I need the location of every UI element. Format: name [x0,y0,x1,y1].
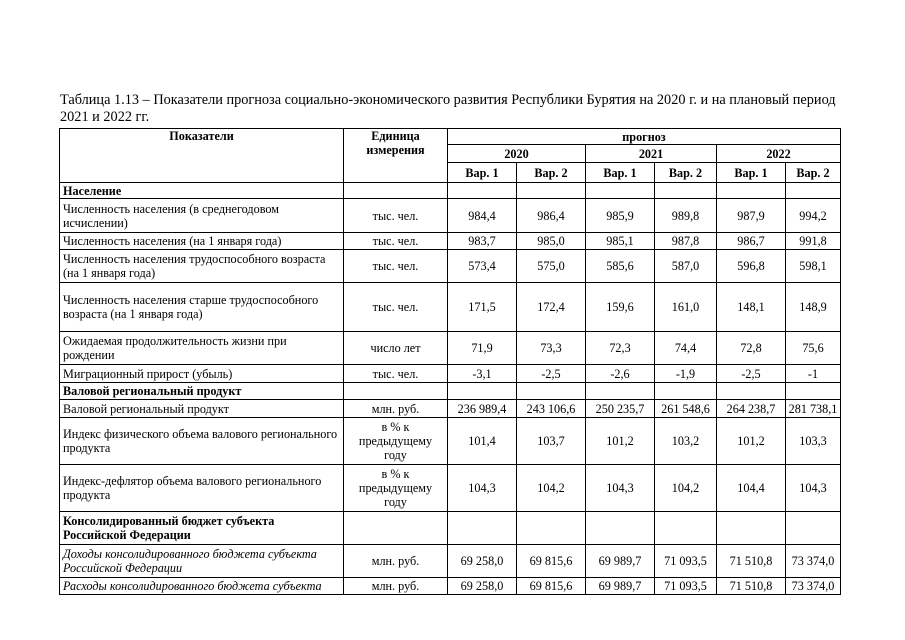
value-cell [786,183,841,199]
value-cell: 983,7 [448,233,517,250]
value-cell: 159,6 [586,283,655,332]
indicator-name: Численность населения (в среднегодовом исчислении) [60,199,344,233]
unit-cell: млн. руб. [344,578,448,595]
value-cell [786,383,841,400]
header-variant: Вар. 1 [717,163,786,183]
value-cell: 72,3 [586,332,655,365]
section-row [60,383,841,400]
value-cell [448,183,517,199]
value-cell: 596,8 [717,250,786,283]
value-cell [717,183,786,199]
value-cell: 103,3 [786,418,841,465]
unit-cell: тыс. чел. [344,365,448,383]
value-cell: 986,4 [517,199,586,233]
value-cell: 104,3 [448,465,517,512]
header-variant: Вар. 1 [448,163,517,183]
indicator-name: Численность населения старше трудоспособного возраста (на 1 января года) [60,283,344,332]
value-cell: -1 [786,365,841,383]
value-cell [655,512,717,545]
value-cell: 71 510,8 [717,578,786,595]
value-cell: 587,0 [655,250,717,283]
value-cell: 987,9 [717,199,786,233]
unit-cell [344,512,448,545]
table-row [60,400,841,418]
value-cell: -2,6 [586,365,655,383]
value-cell: 69 258,0 [448,545,517,578]
indicator-name: Численность населения трудоспособного возраста (на 1 января года) [60,250,344,283]
value-cell: 73 374,0 [786,545,841,578]
value-cell: -2,5 [517,365,586,383]
unit-cell: тыс. чел. [344,199,448,233]
table-row [60,250,841,283]
value-cell [517,183,586,199]
value-cell: 104,3 [786,465,841,512]
indicator-name: Индекс-дефлятор объема валового регионального продукта [60,465,344,512]
indicator-name: Расходы консолидированного бюджета субъекта [60,578,344,595]
value-cell: 101,2 [717,418,786,465]
unit-cell: в % к предыдущему году [344,465,448,512]
value-cell: 73 374,0 [786,578,841,595]
value-cell: 71,9 [448,332,517,365]
value-cell: 69 989,7 [586,545,655,578]
value-cell: 104,2 [655,465,717,512]
section-title: Консолидированный бюджет субъекта Российской Федерации [60,512,344,545]
value-cell: 69 989,7 [586,578,655,595]
value-cell [586,512,655,545]
section-title: Население [60,183,344,199]
value-cell: 281 738,1 [786,400,841,418]
value-cell [717,512,786,545]
section-row [60,512,841,545]
header-variant: Вар. 2 [786,163,841,183]
header-variant: Вар. 2 [655,163,717,183]
indicator-name: Валовой региональный продукт [60,400,344,418]
table-row [60,365,841,383]
unit-cell [344,383,448,400]
value-cell: 73,3 [517,332,586,365]
value-cell [517,383,586,400]
header-year: 2021 [586,145,717,163]
value-cell: 236 989,4 [448,400,517,418]
value-cell [586,383,655,400]
value-cell: 148,9 [786,283,841,332]
indicator-name: Доходы консолидированного бюджета субъекта Российской Федерации [60,545,344,578]
value-cell: -1,9 [655,365,717,383]
value-cell: 71 093,5 [655,578,717,595]
indicator-name: Миграционный прирост (убыль) [60,365,344,383]
value-cell: 264 238,7 [717,400,786,418]
unit-cell: тыс. чел. [344,250,448,283]
value-cell: 103,7 [517,418,586,465]
value-cell: 161,0 [655,283,717,332]
value-cell [448,512,517,545]
value-cell: 989,8 [655,199,717,233]
value-cell: 984,4 [448,199,517,233]
value-cell: 994,2 [786,199,841,233]
value-cell: 71 093,5 [655,545,717,578]
value-cell: 250 235,7 [586,400,655,418]
header-variant: Вар. 2 [517,163,586,183]
value-cell [586,183,655,199]
value-cell: 598,1 [786,250,841,283]
value-cell [717,383,786,400]
table-body [60,183,841,595]
unit-cell: тыс. чел. [344,233,448,250]
table-row [60,199,841,233]
value-cell [655,183,717,199]
value-cell: 69 815,6 [517,578,586,595]
table-row [60,545,841,578]
value-cell: 573,4 [448,250,517,283]
value-cell: 985,1 [586,233,655,250]
value-cell [786,512,841,545]
value-cell: 575,0 [517,250,586,283]
table-caption: Таблица 1.13 – Показатели прогноза социально-экономического развития Республики Бурятия на 2020 г. и на плановый период 2021 и 2022 гг. [60,92,836,125]
value-cell: 104,3 [586,465,655,512]
value-cell: 72,8 [717,332,786,365]
value-cell: 74,4 [655,332,717,365]
value-cell: 171,5 [448,283,517,332]
value-cell: 69 815,6 [517,545,586,578]
table-row [60,465,841,512]
value-cell: 172,4 [517,283,586,332]
value-cell: -2,5 [717,365,786,383]
table-row [60,283,841,332]
value-cell [655,383,717,400]
indicator-name: Ожидаемая продолжительность жизни при рождении [60,332,344,365]
value-cell: 101,4 [448,418,517,465]
value-cell: 104,4 [717,465,786,512]
unit-cell: тыс. чел. [344,283,448,332]
unit-cell: млн. руб. [344,545,448,578]
value-cell: 104,2 [517,465,586,512]
header-variant: Вар. 1 [586,163,655,183]
value-cell: 243 106,6 [517,400,586,418]
header-forecast: прогноз [448,129,841,145]
header-unit: Единица измерения [344,129,448,183]
unit-cell: число лет [344,332,448,365]
value-cell [448,383,517,400]
value-cell [517,512,586,545]
value-cell: 101,2 [586,418,655,465]
section-title: Валовой региональный продукт [60,383,344,400]
value-cell: 75,6 [786,332,841,365]
value-cell: 985,9 [586,199,655,233]
value-cell: 71 510,8 [717,545,786,578]
value-cell: 991,8 [786,233,841,250]
unit-cell: в % к предыдущему году [344,418,448,465]
header-year: 2020 [448,145,586,163]
header-indicators: Показатели [60,129,344,183]
value-cell: -3,1 [448,365,517,383]
value-cell: 985,0 [517,233,586,250]
value-cell: 986,7 [717,233,786,250]
indicator-name: Численность населения (на 1 января года) [60,233,344,250]
table-row [60,418,841,465]
table-row [60,578,841,595]
section-row [60,183,841,199]
indicator-name: Индекс физического объема валового регионального продукта [60,418,344,465]
unit-cell [344,183,448,199]
header-year: 2022 [717,145,841,163]
value-cell: 69 258,0 [448,578,517,595]
value-cell: 585,6 [586,250,655,283]
value-cell: 103,2 [655,418,717,465]
table-row [60,233,841,250]
table-row [60,332,841,365]
value-cell: 261 548,6 [655,400,717,418]
unit-cell: млн. руб. [344,400,448,418]
value-cell: 987,8 [655,233,717,250]
value-cell: 148,1 [717,283,786,332]
forecast-table [59,128,841,595]
